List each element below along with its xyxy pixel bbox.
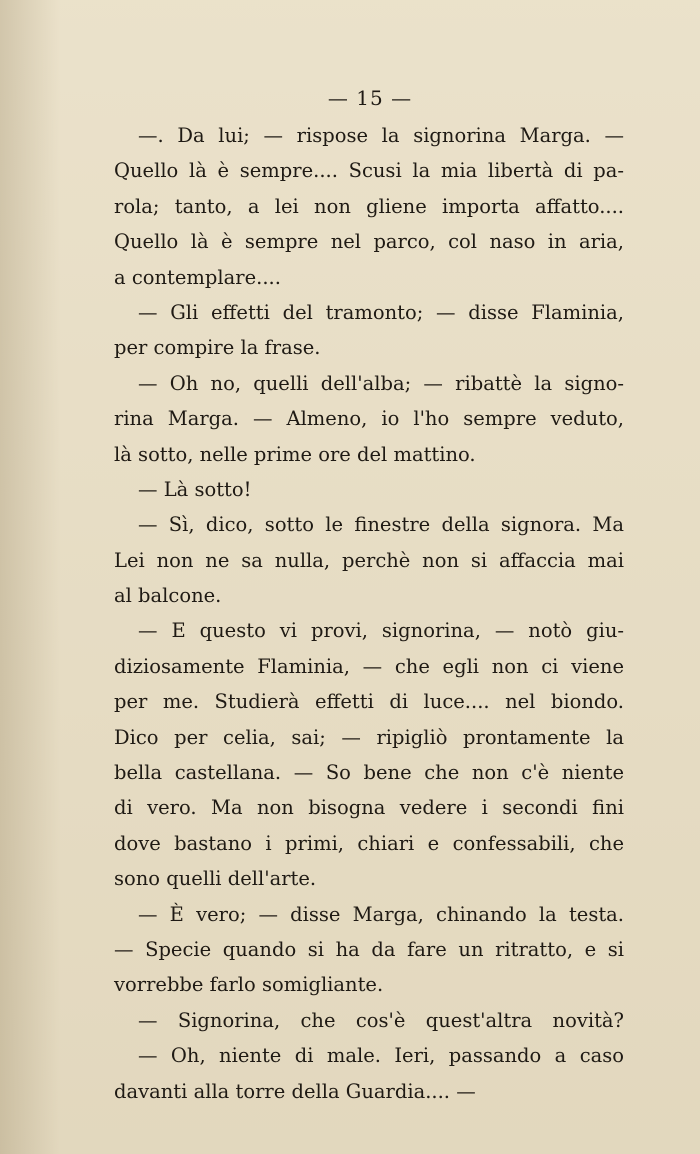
text-line: — E questo vi provi, signorina, — notò giu- [138, 619, 624, 643]
text-line: rola; tanto, a lei non gliene importa affatto.... [114, 194, 624, 218]
text-line: — Oh, niente di male. Ieri, passando a caso [138, 1044, 624, 1068]
text-line: — Oh no, quelli dell'alba; — ribattè la signo- [138, 371, 624, 395]
text-line: a contemplare.... [114, 265, 281, 289]
text-line: — Signorina, che cos'è quest'altra novità? [138, 1008, 624, 1032]
text-line: al balcone. [114, 584, 222, 608]
text-line: Quello là è sempre nel parco, col naso in aria, [114, 230, 624, 254]
text-line: — Gli effetti del tramonto; — disse Flaminia, [138, 300, 624, 324]
text-line: bella castellana. — So bene che non c'è niente [114, 761, 624, 785]
text-line: —. Da lui; — rispose la signorina Marga. — [138, 124, 624, 147]
text-line: — È vero; — disse Marga, chinando la testa. [138, 902, 624, 926]
text-line: sono quelli dell'arte. [114, 867, 317, 891]
text-line: diziosamente Flaminia, — che egli non ci viene [114, 654, 624, 678]
text-line: vorrebbe farlo somigliante. [114, 973, 384, 997]
text-line: per compire la frase. [114, 336, 321, 360]
text-line: dove bastano i primi, chiari e confessabili, che [114, 831, 624, 855]
text-line: — Sì, dico, sotto le finestre della signora. Ma [138, 513, 624, 537]
text-line: — Specie quando si ha da fare un ritratto, e si [114, 937, 624, 961]
text-line: rina Marga. — Almeno, io l'ho sempre veduto, [114, 407, 624, 431]
text-line: là sotto, nelle prime ore del mattino. [114, 442, 476, 466]
text-line: Dico per celia, sai; — ripigliò prontamente la [114, 725, 624, 749]
text-line: per me. Studierà effetti di luce.... nel biondo. [114, 690, 624, 714]
text-line: davanti alla torre della Guardia.... — [114, 1079, 476, 1103]
text-line: di vero. Ma non bisogna vedere i secondi fini [114, 796, 624, 820]
text-line: Quello là è sempre.... Scusi la mia libertà di pa- [114, 159, 624, 183]
text-line: Lei non ne sa nulla, perchè non si affaccia mai [114, 548, 624, 572]
page-number: — 15 — [327, 86, 413, 110]
text-line: — Là sotto! [138, 477, 252, 501]
page-text [114, 118, 624, 1109]
